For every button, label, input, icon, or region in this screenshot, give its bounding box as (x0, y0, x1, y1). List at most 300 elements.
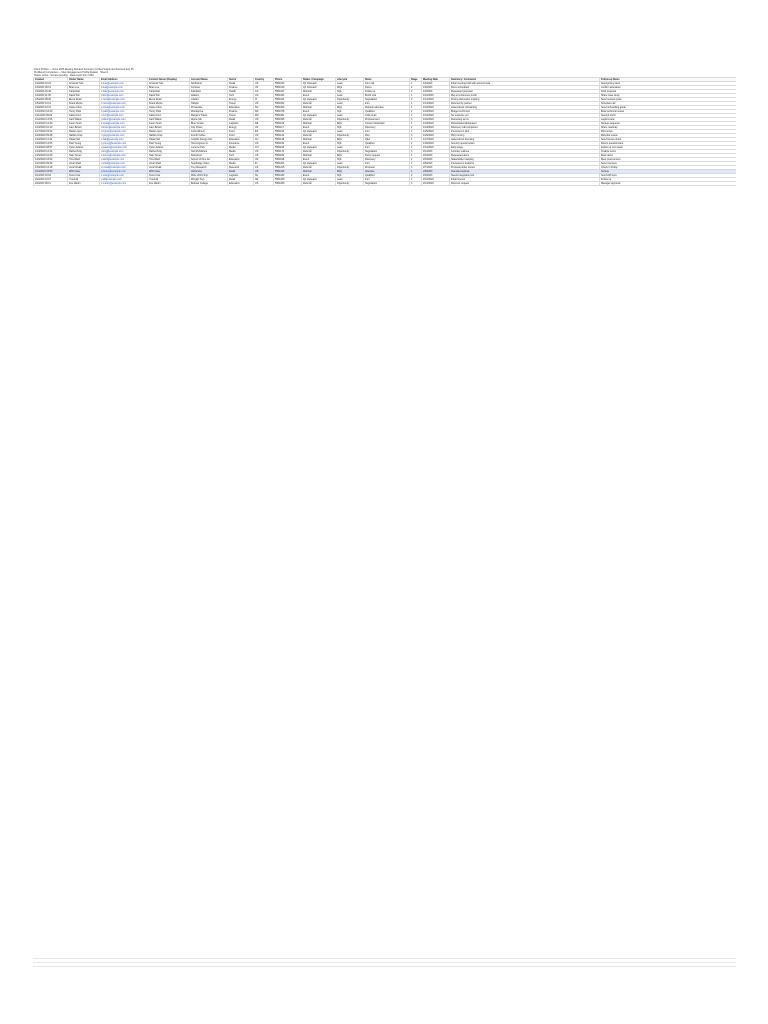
table-cell[interactable]: Grace Chen (68, 106, 100, 110)
table-cell[interactable]: Maria Lopez (68, 130, 100, 134)
table-cell[interactable]: Quinn Adams (148, 146, 190, 150)
email-link[interactable]: q.adams@example.com (101, 146, 127, 149)
table-cell[interactable]: Asked about onboarding (450, 106, 600, 110)
table-row[interactable] (34, 182, 737, 186)
table-cell[interactable]: Send revised quote (600, 98, 737, 102)
table-cell[interactable]: 1 (410, 162, 422, 166)
column-header[interactable]: Created (34, 78, 68, 82)
table-cell[interactable]: Karen Scott (148, 122, 190, 126)
table-cell[interactable]: Cold email (364, 114, 410, 118)
table-cell[interactable]: Fourth Coffee (190, 134, 228, 138)
table-cell[interactable]: Attendee (364, 170, 410, 174)
table-cell[interactable]: Olivia Hall (148, 138, 190, 142)
email-link[interactable]: h.park@example.com (101, 110, 125, 113)
table-cell[interactable]: Webinar (302, 106, 336, 110)
table-cell[interactable]: Book technical review (600, 110, 737, 114)
table-cell[interactable]: Qualified (364, 142, 410, 146)
table-cell[interactable]: Media (228, 146, 254, 150)
table-cell[interactable]: SQL (336, 158, 364, 162)
table-cell[interactable]: 1/19/2023 (422, 114, 450, 118)
table-cell[interactable]: Asked about licensing (450, 138, 600, 142)
table-cell[interactable]: Q1 Outreach (302, 114, 336, 118)
table-cell[interactable]: Pilot running (450, 134, 600, 138)
table-cell[interactable]: 1/31/2023 15:50 (34, 170, 68, 174)
table-cell[interactable]: Tailspin (190, 102, 228, 106)
table-cell[interactable]: Wingtip Toys (190, 178, 228, 182)
table-cell[interactable]: Proseware (190, 106, 228, 110)
table-cell[interactable]: US (254, 154, 274, 158)
table-cell[interactable]: US (254, 142, 274, 146)
table-cell[interactable]: Isabel Cruz (148, 114, 190, 118)
table-cell[interactable]: Budget confirmed (450, 110, 600, 114)
email-link[interactable]: k.scott@example.com (101, 122, 125, 125)
table-cell[interactable]: Demo scheduled (450, 86, 600, 90)
table-cell[interactable]: 5551166 (274, 146, 302, 150)
table-cell[interactable]: 2/2/2023 13:27 (34, 178, 68, 182)
table-cell[interactable]: Energy (228, 126, 254, 130)
table-cell[interactable]: Wide World Imp. (190, 174, 228, 178)
column-header[interactable]: Lifecycle (336, 78, 364, 82)
table-cell[interactable]: 1/9/2023 (422, 90, 450, 94)
table-cell[interactable]: Brian Lee (148, 86, 190, 90)
table-cell[interactable]: Lead (336, 178, 364, 182)
table-cell[interactable]: Referral (302, 134, 336, 138)
email-link[interactable]: j.wilson@example.com (101, 118, 126, 121)
table-cell[interactable]: 5551044 (274, 98, 302, 102)
table-cell[interactable]: Education (228, 158, 254, 162)
table-cell[interactable]: 1/31/2023 (422, 146, 450, 150)
table-cell[interactable]: 5551027 (274, 90, 302, 94)
table-cell[interactable]: Humongous Ins. (190, 142, 228, 146)
table-cell[interactable]: 5551013 (274, 82, 302, 86)
email-link[interactable]: o.hall@example.com (101, 138, 124, 141)
table-cell[interactable]: 1/20/2023 (422, 118, 450, 122)
table-cell[interactable]: Finance (228, 110, 254, 114)
email-link[interactable]: r.king@example.com (101, 150, 124, 153)
table-cell[interactable]: Nod Publishers (190, 150, 228, 154)
table-cell[interactable]: Elena Rossi (68, 98, 100, 102)
table-cell[interactable]: Contoso (190, 86, 228, 90)
table-cell[interactable]: 2 (410, 90, 422, 94)
table-cell[interactable]: Brian Lee (68, 86, 100, 90)
table-cell[interactable]: Nurture sequence (600, 122, 737, 126)
table-cell[interactable]: Jack Wilson (148, 118, 190, 122)
table-cell[interactable]: 2/2/2023 (422, 154, 450, 158)
table-cell[interactable]: Liam Brown (148, 126, 190, 130)
table-cell[interactable]: US (254, 134, 274, 138)
table-cell[interactable]: 1/10/2023 (422, 94, 450, 98)
table-cell[interactable]: 2 (410, 86, 422, 90)
table-cell[interactable]: Proposal sent (364, 118, 410, 122)
table-cell[interactable]: 1/4/2023 11:05 (34, 94, 68, 98)
table-cell[interactable]: Q&A (364, 138, 410, 142)
table-cell[interactable]: 1/18/2023 (422, 110, 450, 114)
table-cell[interactable]: Pricing discussion ongoing (450, 98, 600, 102)
table-cell[interactable]: Xena Cole (68, 174, 100, 178)
table-cell[interactable]: CH (254, 146, 274, 150)
table-cell[interactable]: Initial meeting held with account lead (450, 82, 600, 86)
table-cell[interactable]: AU (254, 138, 274, 142)
table-cell[interactable]: Q1 Outreach (302, 86, 336, 90)
email-link[interactable]: e.rossi@example.com (101, 98, 125, 101)
table-cell[interactable]: Lead (336, 94, 364, 98)
table-cell[interactable]: AE (254, 178, 274, 182)
table-cell[interactable]: Tech (228, 154, 254, 158)
table-cell[interactable]: Proposal (364, 166, 410, 170)
table-cell[interactable]: KR (254, 110, 274, 114)
table-cell[interactable]: DE (254, 122, 274, 126)
table-cell[interactable]: Requested demo (450, 154, 600, 158)
table-cell[interactable]: Webinar (302, 154, 336, 158)
table-cell[interactable]: 1/11/2023 09:03 (34, 114, 68, 118)
table-cell[interactable]: Umar Shah (68, 162, 100, 166)
table-cell[interactable]: Sam Turner (68, 154, 100, 158)
table-cell[interactable]: Referred by partner (450, 102, 600, 106)
table-cell[interactable]: Rachel King (68, 150, 100, 154)
table-cell[interactable]: Logistics (228, 122, 254, 126)
table-cell[interactable]: 5551103 (274, 122, 302, 126)
table-cell[interactable]: Referral (302, 118, 336, 122)
table-cell[interactable]: 1/24/2023 (422, 126, 450, 130)
table-cell[interactable]: 5551229 (274, 170, 302, 174)
table-cell[interactable]: Webinar (302, 170, 336, 174)
table-cell[interactable]: Event (302, 158, 336, 162)
table-cell[interactable]: Woodgrove (190, 110, 228, 114)
table-cell[interactable]: Qualified (364, 174, 410, 178)
table-cell[interactable]: Karen Scott (68, 122, 100, 126)
table-cell[interactable]: Paul Young (68, 142, 100, 146)
table-cell[interactable]: Webinar (302, 138, 336, 142)
table-cell[interactable]: Send overview (600, 162, 737, 166)
table-cell[interactable]: Event (302, 110, 336, 114)
table-cell[interactable]: US (254, 170, 274, 174)
table-cell[interactable]: 1/30/2023 12:18 (34, 166, 68, 170)
table-cell[interactable]: 1/30/2023 (422, 142, 450, 146)
table-cell[interactable]: Relecloud (190, 154, 228, 158)
email-link[interactable]: y.ali@example.com (101, 178, 122, 181)
email-link[interactable]: l.brown@example.com (101, 126, 126, 129)
table-cell[interactable]: Manager approval (600, 182, 737, 186)
table-cell[interactable]: Proposal under review (450, 166, 600, 170)
table-cell[interactable]: CA (254, 90, 274, 94)
table-cell[interactable]: 1/5/2023 08:30 (34, 98, 68, 102)
table-cell[interactable]: Opportunity (336, 134, 364, 138)
table-cell[interactable]: Lead (336, 162, 364, 166)
table-cell[interactable]: SQL (336, 110, 364, 114)
table-cell[interactable]: UK (254, 126, 274, 130)
table-cell[interactable]: David Kim (68, 94, 100, 98)
email-link[interactable]: g.chen@example.com (101, 106, 125, 109)
email-link[interactable]: v.novak@example.com (101, 166, 126, 169)
table-cell[interactable]: 3 (410, 150, 422, 154)
table-cell[interactable]: 1/2/2023 10:22 (34, 82, 68, 86)
table-cell[interactable]: Share case study (600, 94, 737, 98)
table-cell[interactable]: MQL (336, 170, 364, 174)
table-cell[interactable]: Meet procurement (600, 158, 737, 162)
table-cell[interactable]: US (254, 118, 274, 122)
table-cell[interactable]: 1 (410, 82, 422, 86)
table-cell[interactable]: MQL (336, 138, 364, 142)
table-cell[interactable]: Lead (336, 82, 364, 86)
table-cell[interactable]: Event (302, 126, 336, 130)
table-cell[interactable]: US (254, 82, 274, 86)
table-cell[interactable]: School of Fine Art (190, 158, 228, 162)
table-cell[interactable]: 1/23/2023 (422, 122, 450, 126)
column-header[interactable]: Account Name (190, 78, 228, 82)
table-cell[interactable]: Nurture (600, 170, 737, 174)
table-cell[interactable]: Discovery (364, 158, 410, 162)
table-cell[interactable]: 1/26/2023 (422, 134, 450, 138)
column-header[interactable]: Phone (274, 78, 302, 82)
table-cell[interactable]: Paul Young (148, 142, 190, 146)
table-cell[interactable]: Yusuf Ali (148, 178, 190, 182)
table-cell[interactable]: Q1 Outreach (302, 146, 336, 150)
table-cell[interactable]: MQL (336, 154, 364, 158)
table-cell[interactable]: Negotiation (364, 98, 410, 102)
table-cell[interactable]: 5551095 (274, 118, 302, 122)
table-cell[interactable] (100, 182, 148, 186)
table-cell[interactable]: MQL (336, 122, 364, 126)
table-cell[interactable]: Liam Brown (68, 126, 100, 130)
table-cell[interactable]: Initial interest (450, 178, 600, 182)
column-header[interactable]: Email Address (100, 78, 148, 82)
table-cell[interactable]: Qualified (364, 110, 410, 114)
table-cell[interactable]: 2/1/2023 (422, 150, 450, 154)
email-link[interactable]: i.cruz@example.com (101, 114, 124, 117)
table-cell[interactable]: Lead (336, 102, 364, 106)
email-link[interactable]: w.foster@example.com (101, 170, 126, 173)
table-cell[interactable]: 5551250 (274, 182, 302, 186)
table-cell[interactable]: 1 (410, 178, 422, 182)
table-cell[interactable]: 1 (410, 102, 422, 106)
table-cell[interactable]: 5551078 (274, 110, 302, 114)
table-cell[interactable]: Intro (364, 178, 410, 182)
table-cell[interactable]: Downloaded whitepaper (450, 122, 600, 126)
table-cell[interactable]: Q1 Outreach (302, 82, 336, 86)
table-cell[interactable]: Elena Rossi (148, 98, 190, 102)
table-cell[interactable]: Security questionnaire (450, 142, 600, 146)
column-header[interactable]: Contact Owner (Display) (148, 78, 190, 82)
table-cell[interactable]: Needs integration info (450, 174, 600, 178)
table-cell[interactable]: Xena Cole (148, 174, 190, 178)
table-cell[interactable]: 5551232 (274, 174, 302, 178)
table-cell[interactable]: Finance (228, 86, 254, 90)
table-cell[interactable]: Schedule call (600, 102, 737, 106)
table-cell[interactable]: Yusuf Ali (68, 178, 100, 182)
email-link[interactable]: m.lopez@example.com (101, 130, 127, 133)
table-cell[interactable]: 1 (410, 114, 422, 118)
table-cell[interactable]: Travel (228, 114, 254, 118)
table-cell[interactable]: Litware (190, 98, 228, 102)
table-cell[interactable]: 2 (410, 174, 422, 178)
table-cell[interactable]: Contract redlines (450, 150, 600, 154)
table-cell[interactable]: Return questionnaire (600, 142, 737, 146)
table-cell[interactable]: US (254, 94, 274, 98)
table-cell[interactable]: Coho Winery (190, 130, 228, 134)
table-cell[interactable]: Bellows College (190, 182, 228, 186)
table-cell[interactable]: Interested in pilot (450, 130, 600, 134)
table-cell[interactable]: US (254, 150, 274, 154)
table-cell[interactable]: 1/9/2023 10:47 (34, 106, 68, 110)
table-cell[interactable]: 2/13/2023 (422, 182, 450, 186)
table-cell[interactable]: 1/6/2023 13:12 (34, 102, 68, 106)
table-cell[interactable]: Research (228, 166, 254, 170)
table-cell[interactable]: 2/9/2023 (422, 174, 450, 178)
table-cell[interactable]: 1/16/2023 10:10 (34, 126, 68, 130)
table-cell[interactable]: Mid-pilot review (600, 134, 737, 138)
table-cell[interactable]: UK (254, 86, 274, 90)
table-cell[interactable]: Q1 Outreach (302, 130, 336, 134)
table-cell[interactable]: US (254, 102, 274, 106)
table-cell[interactable]: 1/4/2023 (422, 82, 450, 86)
table-cell[interactable]: Carla Diaz (148, 90, 190, 94)
table-cell[interactable]: 5551120 (274, 130, 302, 134)
table-cell[interactable]: 1 (410, 154, 422, 158)
table-cell[interactable]: 2 (410, 158, 422, 162)
column-header[interactable]: Owner Name (68, 78, 100, 82)
table-cell[interactable]: Opportunity (336, 182, 364, 186)
table-cell[interactable]: Send license sheet (600, 138, 737, 142)
table-cell[interactable]: Opportunity (336, 118, 364, 122)
table-cell[interactable]: Frank Moore (148, 102, 190, 106)
table-cell[interactable]: Demo (364, 86, 410, 90)
table-cell[interactable]: Met at conference booth (450, 94, 600, 98)
table-cell[interactable]: Q1 Outreach (302, 178, 336, 182)
email-link[interactable]: t.ward@example.com (101, 158, 125, 161)
table-cell[interactable]: NL (254, 174, 274, 178)
table-cell[interactable]: 2/7/2023 (422, 166, 450, 170)
table-cell[interactable]: 1/20/2023 14:05 (34, 142, 68, 146)
table-cell[interactable]: Energy (228, 98, 254, 102)
table-cell[interactable]: Book demo (600, 154, 737, 158)
table-cell[interactable]: IN (254, 162, 274, 166)
table-cell[interactable]: Henry Park (148, 110, 190, 114)
table-cell[interactable]: 3 (410, 118, 422, 122)
column-header[interactable]: Stage (410, 78, 422, 82)
column-header[interactable]: Sector (228, 78, 254, 82)
table-cell[interactable]: 5551246 (274, 178, 302, 182)
table-cell[interactable]: Umar Shah (148, 162, 190, 166)
table-cell[interactable]: Margie's Travel (190, 114, 228, 118)
table-cell[interactable]: Will Foster (68, 170, 100, 174)
table-cell[interactable]: Southridge Video (190, 162, 228, 166)
table-cell[interactable]: Opportunity (336, 166, 364, 170)
table-cell[interactable]: Amanda Tran (148, 82, 190, 86)
table-cell[interactable]: ES (254, 130, 274, 134)
email-link[interactable]: z.martin@example.com (101, 182, 127, 185)
table-cell[interactable]: Pilot scope (600, 130, 737, 134)
table-cell[interactable]: 1/25/2023 10:29 (34, 154, 68, 158)
table-cell[interactable]: Sam Turner (148, 154, 190, 158)
table-cell[interactable]: Follow up next week (600, 146, 737, 150)
table-cell[interactable]: 5551060 (274, 106, 302, 110)
sheet-grid[interactable] (33, 77, 736, 955)
table-cell[interactable]: Webinar (302, 122, 336, 126)
table-cell[interactable]: Jack Wilson (68, 118, 100, 122)
table-cell[interactable]: 3 (410, 166, 422, 170)
table-cell[interactable]: Referral (302, 182, 336, 186)
table-cell[interactable]: Legal review (600, 118, 737, 122)
table-cell[interactable]: Confirm attendees (600, 86, 737, 90)
table-cell[interactable]: Isabel Cruz (68, 114, 100, 118)
table-cell[interactable]: Blue Yonder (190, 122, 228, 126)
table-cell[interactable]: SQL (336, 174, 364, 178)
table-cell[interactable]: Finalize terms (600, 150, 737, 154)
table-cell[interactable]: Will Foster (148, 170, 190, 174)
table-cell[interactable]: SQL (336, 126, 364, 130)
table-cell[interactable]: Henry Park (68, 110, 100, 114)
table-cell[interactable]: Interested in analytics (450, 162, 600, 166)
table-cell[interactable]: 1/3/2023 09:14 (34, 86, 68, 90)
email-link[interactable]: s.turner@example.com (101, 154, 126, 157)
table-cell[interactable]: Intro (364, 146, 410, 150)
table-cell[interactable]: Alpine Ski (190, 118, 228, 122)
table-cell[interactable]: No response yet (450, 114, 600, 118)
email-link[interactable]: d.kim@example.com (101, 94, 124, 97)
table-cell[interactable]: Carla Diaz (68, 90, 100, 94)
table-cell[interactable]: Event (302, 94, 336, 98)
table-cell[interactable]: 2 (410, 110, 422, 114)
table-cell[interactable]: 2/3/2023 09:11 (34, 182, 68, 186)
table-cell[interactable]: Frank Moore (68, 102, 100, 106)
table-cell[interactable]: Travel (228, 102, 254, 106)
table-cell[interactable]: 5551019 (274, 86, 302, 90)
table-cell[interactable]: Referral (302, 166, 336, 170)
table-cell[interactable]: IT (254, 98, 274, 102)
table-cell[interactable]: 1/12/2023 14:55 (34, 118, 68, 122)
table-cell[interactable]: 3 (410, 182, 422, 186)
table-cell[interactable]: 1 (410, 94, 422, 98)
table-cell[interactable]: SG (254, 106, 274, 110)
table-cell[interactable]: Booth visit (364, 94, 410, 98)
table-cell[interactable]: 5551184 (274, 154, 302, 158)
column-header[interactable]: Meeting Date (422, 78, 450, 82)
table-cell[interactable]: 5551031 (274, 94, 302, 98)
table-cell[interactable]: Media (228, 162, 254, 166)
table-cell[interactable]: Second touch (600, 114, 737, 118)
table-cell[interactable]: 1/17/2023 15:22 (34, 130, 68, 134)
table-cell[interactable]: Zoe Martin (148, 182, 190, 186)
table-cell[interactable]: Event (302, 174, 336, 178)
table-cell[interactable]: Nathan Gray (68, 134, 100, 138)
table-cell[interactable]: Check in Friday (600, 166, 737, 170)
table-cell[interactable]: 5551215 (274, 166, 302, 170)
table-cell[interactable]: Negotiation (364, 182, 410, 186)
email-link[interactable]: u.shah@example.com (101, 162, 125, 165)
table-cell[interactable]: MQL (336, 106, 364, 110)
table-cell[interactable]: Logistics (228, 174, 254, 178)
table-cell[interactable]: 1 (410, 130, 422, 134)
table-cell[interactable]: 2/1/2023 10:04 (34, 174, 68, 178)
table-cell[interactable]: 2 (410, 126, 422, 130)
table-cell[interactable]: VanArsdel (190, 170, 228, 174)
table-cell[interactable]: Webinar (302, 90, 336, 94)
table-cell[interactable]: Opportunity (336, 150, 364, 154)
table-cell[interactable]: Grace Chen (148, 106, 190, 110)
table-cell[interactable]: Opportunity (336, 98, 364, 102)
table-cell[interactable]: Maria Lopez (148, 130, 190, 134)
column-header[interactable]: Notes (364, 78, 410, 82)
table-cell[interactable]: 1/27/2023 (422, 138, 450, 142)
table-cell[interactable]: Retail (228, 82, 254, 86)
table-cell[interactable]: Follow up (600, 178, 737, 182)
table-cell[interactable]: 1/10/2023 16:20 (34, 110, 68, 114)
column-header[interactable]: Follow-up Notes (600, 78, 737, 82)
table-cell[interactable]: Q1 Outreach (302, 162, 336, 166)
table-cell[interactable]: Negotiation (364, 150, 410, 154)
table-cell[interactable]: Quinn Adams (68, 146, 100, 150)
table-cell[interactable]: Nathan Gray (148, 134, 190, 138)
